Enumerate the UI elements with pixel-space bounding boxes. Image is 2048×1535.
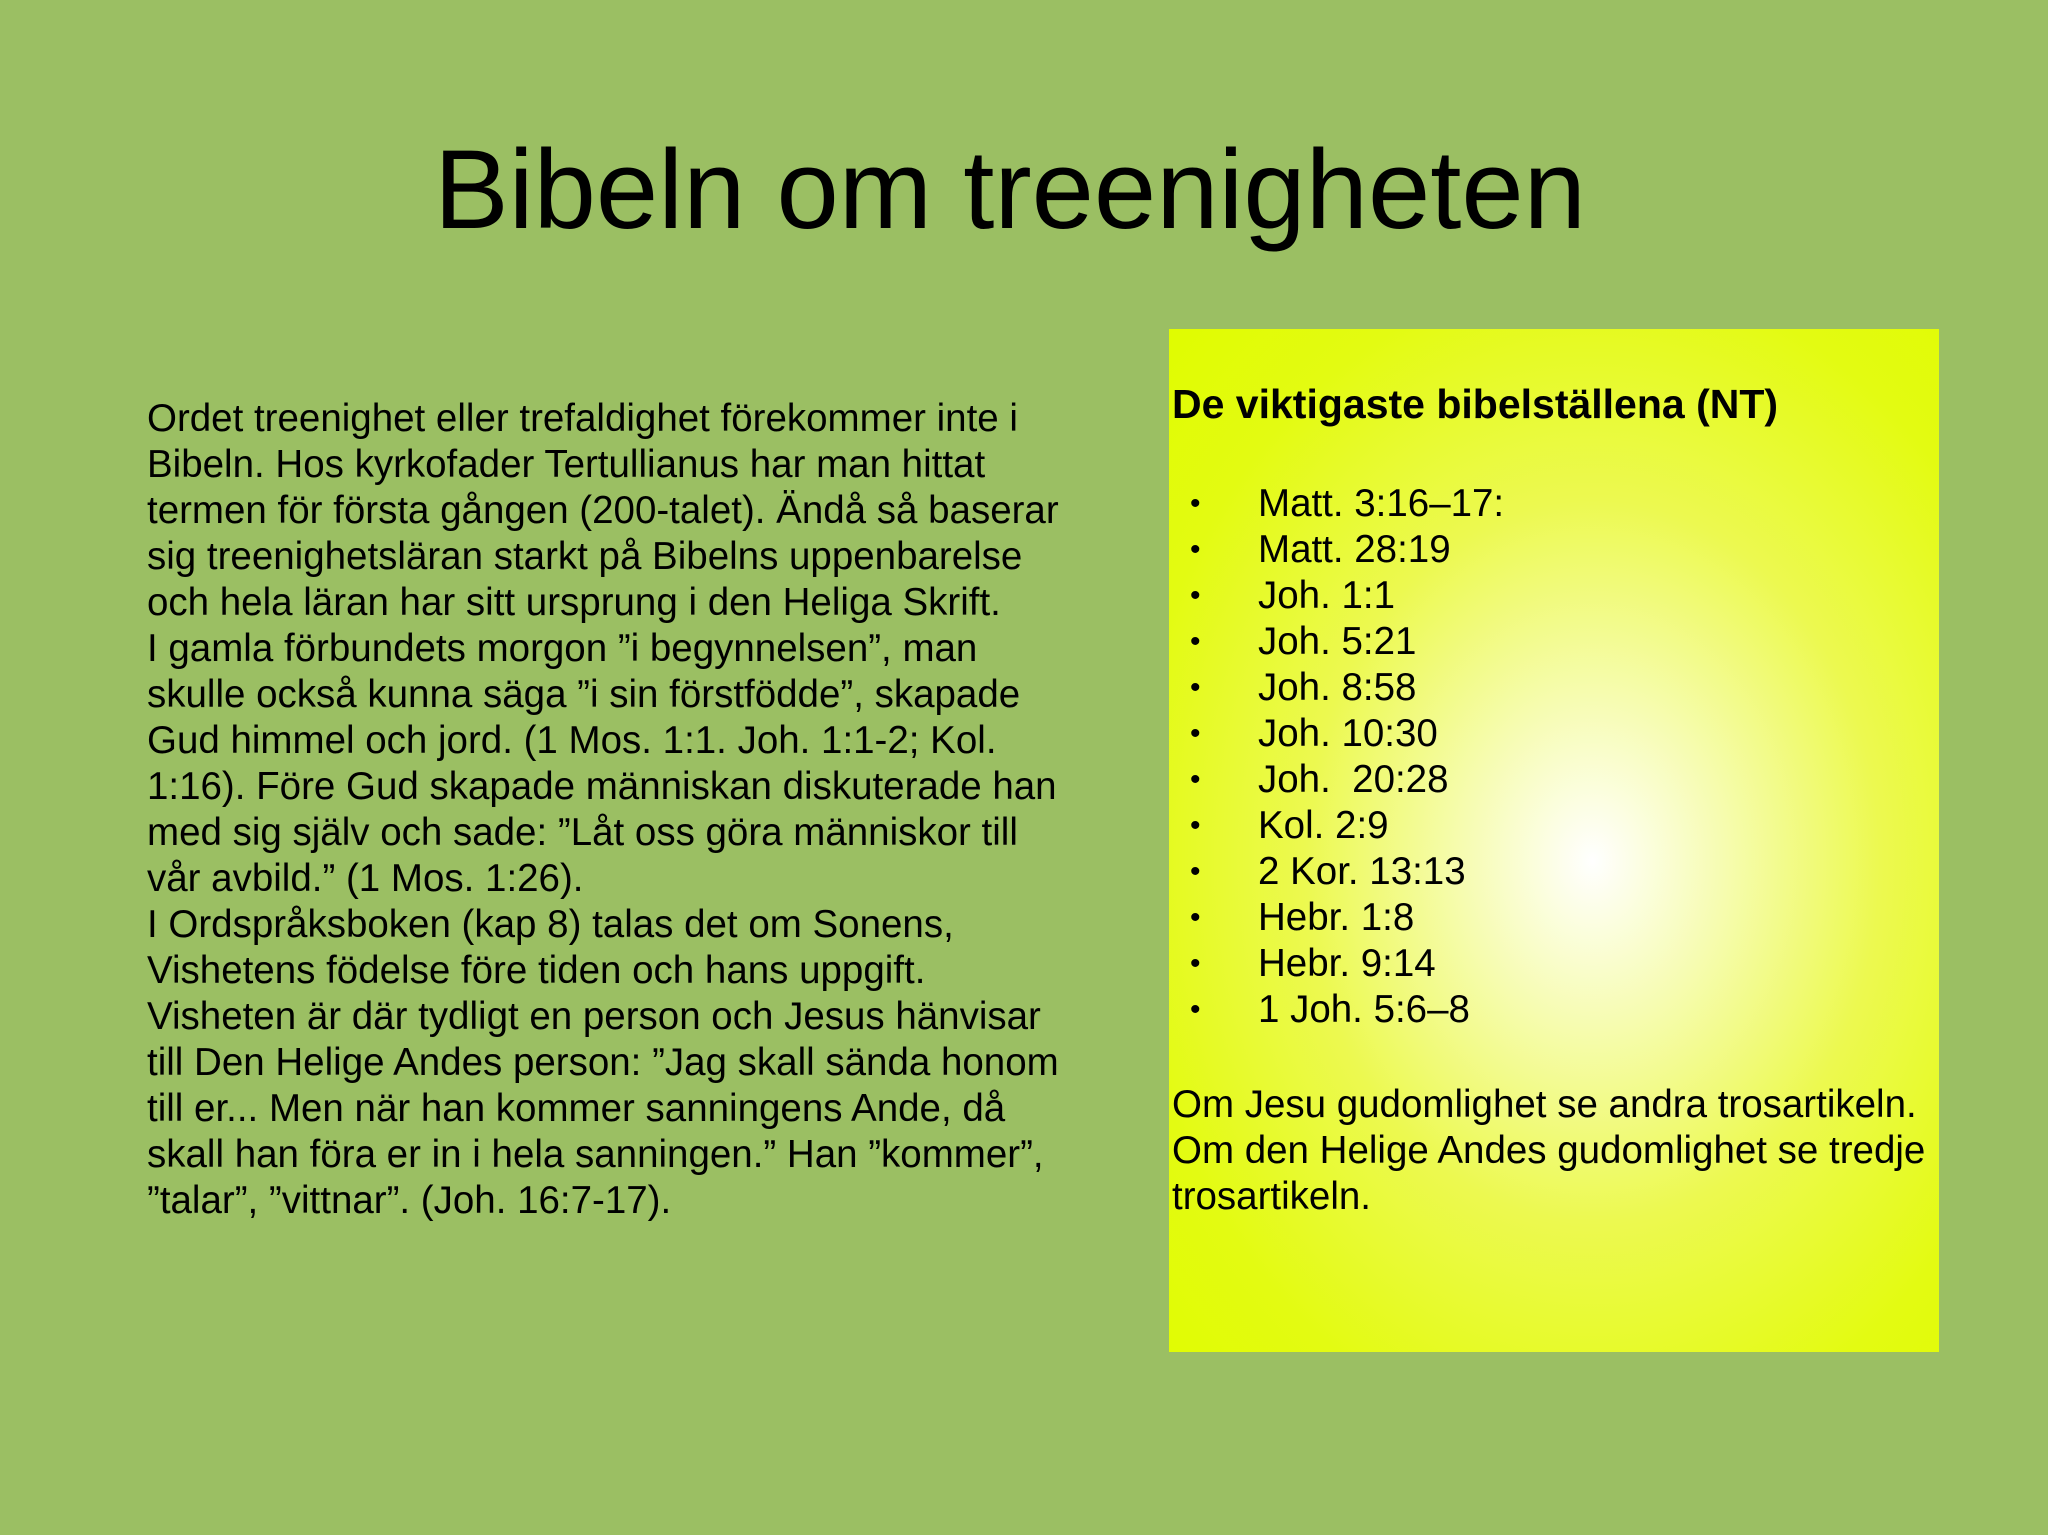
slide-title: Bibeln om treenigheten	[434, 127, 1586, 252]
bullet-icon: •	[1190, 533, 1201, 566]
reference-item	[1169, 711, 1504, 757]
reference-item	[1169, 895, 1504, 941]
bullet-icon: •	[1190, 855, 1201, 888]
reference-item	[1169, 987, 1504, 1033]
reference-item	[1169, 527, 1504, 573]
bullet-icon: •	[1190, 671, 1201, 704]
bullet-icon: •	[1190, 717, 1201, 750]
reference-text: Joh. 1:1	[1258, 574, 1395, 617]
reference-item	[1169, 665, 1504, 711]
reference-text: Joh. 10:30	[1258, 712, 1438, 755]
reference-text: Joh. 5:21	[1258, 620, 1417, 663]
bullet-icon: •	[1190, 625, 1201, 658]
reference-text: Joh. 20:28	[1258, 758, 1449, 801]
reference-text: Kol. 2:9	[1258, 804, 1389, 847]
bullet-icon: •	[1190, 993, 1201, 1026]
note-text: Om Jesu gudomlighet se andra trosartikeln.	[1172, 1083, 1917, 1126]
body-text	[147, 396, 1077, 1224]
reference-text: 2 Kor. 13:13	[1258, 850, 1466, 893]
bullet-icon: •	[1190, 901, 1201, 934]
reference-text: 1 Joh. 5:6–8	[1258, 988, 1470, 1031]
reference-item	[1169, 757, 1504, 803]
reference-item	[1169, 619, 1504, 665]
reference-text: Matt. 28:19	[1258, 528, 1451, 571]
reference-item	[1169, 803, 1504, 849]
reference-item	[1169, 849, 1504, 895]
references-heading: De viktigaste bibelställena (NT)	[1172, 381, 1779, 427]
bullet-icon: •	[1190, 947, 1201, 980]
references-notes	[1172, 1082, 1932, 1220]
references-list	[1169, 481, 1504, 1033]
reference-text: Joh. 8:58	[1258, 666, 1417, 709]
bullet-icon: •	[1190, 809, 1201, 842]
reference-item	[1169, 481, 1504, 527]
body-paragraph: I Ordspråksboken (kap 8) talas det om Sonens, Vishetens födelse före tiden och hans uppgift. Visheten är där tydligt en person och Jesus hänvisar till Den Helige Andes person: ”Jag skall sända honom till er... Men när han kommer sanningens Ande, då skall han föra er in i hela sanningen.” Han ”kommer”, ”talar”, ”vittnar”. (Joh. 16:7-17).	[147, 903, 1059, 1222]
bullet-icon: •	[1190, 763, 1201, 796]
body-paragraph: I gamla förbundets morgon ”i begynnelsen”, man skulle också kunna säga ”i sin förstfödde”, skapade Gud himmel och jord. (1 Mos. 1:1. Joh. 1:1-2; Kol. 1:16). Före Gud skapade människan diskuterade han med sig själv och sade: ”Låt oss göra människor till vår avbild.” (1 Mos. 1:26).	[147, 627, 1057, 900]
note-text: Om den Helige Andes gudomlighet se tredje trosartikeln.	[1172, 1129, 1926, 1218]
bullet-icon: •	[1190, 487, 1201, 520]
reference-text: Hebr. 1:8	[1258, 896, 1415, 939]
reference-item	[1169, 573, 1504, 619]
reference-item	[1169, 941, 1504, 987]
bullet-icon: •	[1190, 579, 1201, 612]
reference-text: Hebr. 9:14	[1258, 942, 1436, 985]
reference-text: Matt. 3:16–17:	[1258, 482, 1505, 525]
references-box	[1169, 329, 1939, 1352]
body-paragraph: Ordet treenighet eller trefaldighet förekommer inte i Bibeln. Hos kyrkofader Tertullianus har man hittat termen för första gången (200-talet). Ändå så baserar sig treenighetsläran starkt på Bibelns uppenbarelse och hela läran har sitt ursprung i den Heliga Skrift.	[147, 397, 1059, 624]
